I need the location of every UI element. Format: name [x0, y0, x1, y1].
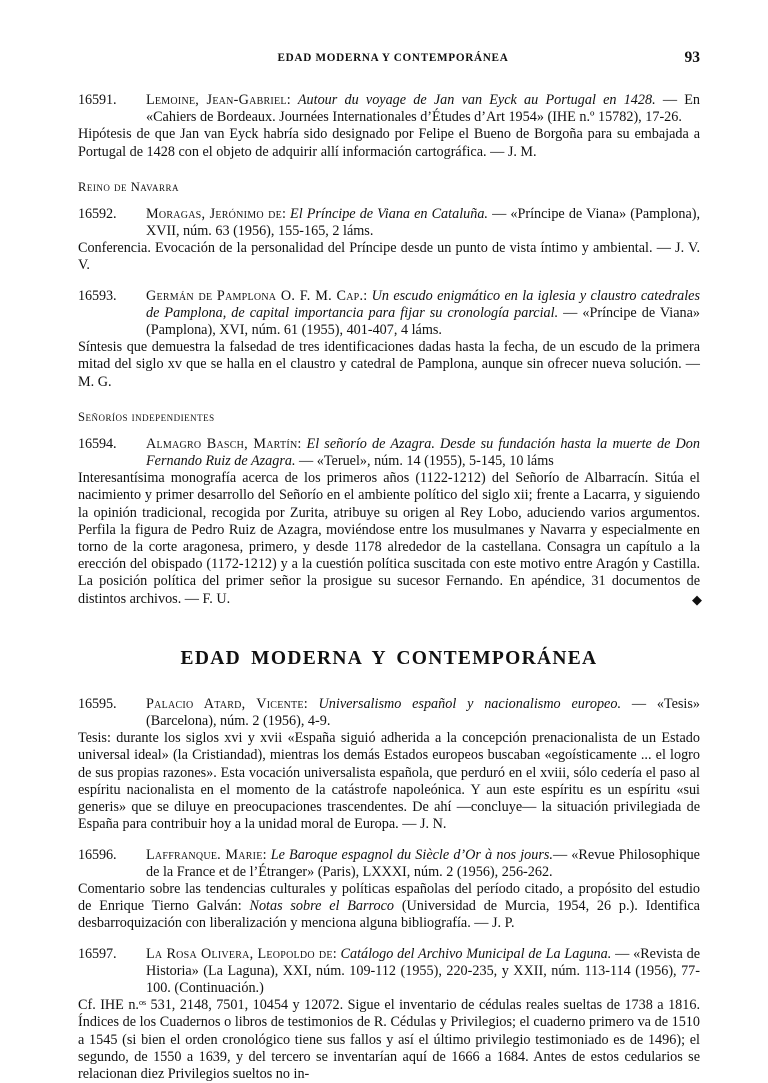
- entry-header: 16595. Palacio Atard, Vicente: Universalismo español y nacionalismo europeo. — «Tesis» (Barcelona), núm. 2 (1956), 4-9.: [78, 695, 700, 730]
- entry-author: Lemoine, Jean-Gabriel: [146, 92, 287, 108]
- entry-header: 16596. Laffranque. Marie: Le Baroque espagnol du Siècle d’Or à nos jours.— «Revue Philosophique de la France et de l’Étranger» (Paris), LXXXI, núm. 2 (1956), 256-262.: [78, 846, 700, 880]
- entry-header: 16594. Almagro Basch, Martín: El señorío de Azagra. Desde su fundación hasta la muerte de Don Fernando Ruiz de Azagra. — «Teruel», núm. 14 (1955), 5-145, 10 láms: [78, 435, 700, 470]
- bibliography-entry-16594: [78, 436, 700, 608]
- entry-number: 16593.: [78, 287, 117, 304]
- entry-source: — «Príncipe de Viana» (Pamplona), XVII, núm. 63 (1956), 155-165, 2 láms.: [146, 205, 701, 240]
- entry-source: — «Teruel», núm. 14 (1955), 5-145, 10 láms: [299, 453, 554, 470]
- entry-header: 16597. La Rosa Olivera, Leopoldo de: Catálogo del Archivo Municipal de La Laguna. — «Revista de Historia» (La Laguna), XXI, núm. 109-112 (1955), 220-235, y XXII, núm. 113-114 (1956), 77-100. (Continuación.): [78, 945, 700, 996]
- subsection-heading-senorios: Señoríos independientes: [78, 409, 215, 424]
- bibliography-entry-16591: [78, 92, 700, 161]
- entry-title: Catálogo del Archivo Municipal de La Laguna.: [340, 945, 612, 962]
- entry-annotation-cited-title: Notas sobre el Barroco: [249, 898, 395, 915]
- entry-number: 16591.: [78, 92, 117, 108]
- entry-annotation: [78, 881, 700, 933]
- entry-title: El Príncipe de Viana en Cataluña.: [290, 205, 488, 222]
- entry-author: Almagro Basch, Martín: [146, 435, 298, 452]
- section-title: EDAD MODERNA Y CONTEMPORÁNEA: [180, 647, 598, 669]
- entry-number: 16592.: [78, 205, 117, 222]
- entry-title: Autour du voyage de Jan van Eyck au Portugal en 1428.: [297, 92, 656, 108]
- subsection-heading-navarra: Reino de Navarra: [78, 179, 179, 194]
- entry-source: — «Revue Philosophique de la France et de l’Étranger» (Paris), LXXXI, núm. 2 (1956), 256-262.: [146, 846, 700, 880]
- running-head-title: EDAD MODERNA Y CONTEMPORÁNEA: [277, 52, 509, 64]
- bibliography-entry-16593: [78, 288, 700, 391]
- entry-source: — «Tesis» (Barcelona), núm. 2 (1956), 4-9.: [146, 695, 700, 730]
- entry-annotation: Síntesis que demuestra la falsedad de tres identificaciones dadas hasta la fecha, de un escudo de la primera mitad del siglo xv que se halla en el claustro y catedral de Pamplona, aunque sin ofrecer nueva solución. — M. G.: [78, 339, 700, 390]
- bibliography-entry-16597: [78, 946, 700, 1083]
- entry-author: Moragas, Jerónimo de: [146, 205, 282, 222]
- running-head: [78, 49, 700, 74]
- entry-header: 16592. Moragas, Jerónimo de: El Príncipe de Viana en Cataluña. — «Príncipe de Viana» (Pamplona), XVII, núm. 63 (1956), 155-165, 2 láms.: [78, 205, 701, 240]
- entry-title: El señorío de Azagra. Desde su fundación hasta la muerte de Don Fernando Ruiz de Azagra.: [146, 435, 700, 470]
- entry-author: Laffranque. Marie: [146, 846, 263, 863]
- entry-annotation: Conferencia. Evocación de la personalidad del Príncipe desde un punto de vista íntimo y ambiental. — J. V. V.: [78, 240, 700, 274]
- entry-number: 16594.: [78, 435, 117, 452]
- entry-annotation: Cf. IHE n.ᵒˢ 531, 2148, 7501, 10454 y 12072. Sigue el inventario de cédulas reales sueltas de 1738 a 1816. Índices de los Cuadernos o libros de testimonios de R. Cédulas y Privilegios; el cuaderno primero va de 1510 a 1545 (si bien el orden cronológico tiene sus fallos y así el último privilegio testimoniado es de 1496); el segundo, de 1550 a 1639, y del tercero se inventarían aquí de 1666 a 1684. Antes de estos cedularios se relacionan diez Privilegios sueltos no in-: [78, 997, 700, 1082]
- entry-author: Palacio Atard, Vicente: [146, 695, 304, 712]
- bibliography-entry-16596: [78, 847, 700, 933]
- page-content: [78, 49, 702, 1083]
- entry-header: 16593. Germán de Pamplona O. F. M. Cap.: Un escudo enigmático en la iglesia y claustro catedrales de Pamplona, de capital importancia para fijar su cronología parcial. — «Príncipe de Viana» (Pamplona), XVI, núm. 61 (1955), 401-407, 4 láms.: [78, 287, 701, 339]
- entry-number: 16595.: [78, 695, 117, 712]
- entry-title: Universalismo español y nacionalismo europeo.: [318, 695, 621, 712]
- entry-number: 16597.: [78, 945, 117, 962]
- entry-annotation-part-1: Comentario sobre las tendencias culturales y políticas españolas del período citado, a propósito del estudio de Enrique Tierno Galván:: [78, 880, 700, 915]
- entry-annotation: Tesis: durante los siglos xvi y xvii «España siguió adherida a la concepción prenacionalista de un Estado universal ideal» (la Cristiandad), mientras los demás Estados europeos buscaban «egoísticamente ... el logro de sus propias razones». Esta vocación universalista española, que perduró en el xviii, sólo cedería el paso al espíritu nacionalista en el momento de la catástrofe napoleónica. Y aun este espíritu es un espíritu «sui generis» que se diluye en preocupaciones trascendentes. De ahí —concluye— la situación privilegiada de España para contribuir hoy a la unidad moral de Europa. — J. N.: [78, 730, 700, 833]
- entry-author: Germán de Pamplona O. F. M. Cap.: [146, 287, 364, 304]
- entry-annotation-text: Interesantísima monografía acerca de los primeros años (1122-1212) del Señorío de Albarracín. Sitúa el nacimiento y primer desarrollo del Señorío en el ambiente político del siglo xii; frente a Lacarra, y siguiendo la opinión tradicional, recogida por Zurita, atribuye su origen al Rey Lobo, aduciendo varios argumentos. Perfila la figura de Pedro Ruiz de Azagra, moviéndose entre los musulmanes y Navarra y especialmente en torno de la corte aragonesa, primero, y desde 1178 alrededor de la castellana. Consagra un capítulo a la erección del obispado (1172-1212) y a la cuestión política suscitada con este motivo entre Aragón y Castilla. La posición política del primer señor la prosigue su sucesor Fernando. En apéndice, 31 documentos de distintos archivos. — F. U.: [78, 470, 700, 607]
- entry-source: — En «Cahiers de Bordeaux. Journées Internationales d’Études d’Art 1954» (IHE n.º 15782), 17-26.: [146, 92, 701, 126]
- page-number: 93: [684, 49, 700, 66]
- entry-source: — «Revista de Historia» (La Laguna), XXI, núm. 109-112 (1955), 220-235, y XXII, núm. 113-114 (1956), 77-100. (Continuación.): [146, 945, 700, 996]
- entry-number: 16596.: [78, 846, 117, 863]
- entry-annotation-part-2: (Universidad de Murcia, 1954, 26 p.). Identifica desbarroquización con liberalización y menciona alguna bibliografía. — J. P.: [78, 898, 700, 932]
- entry-title: Le Baroque espagnol du Siècle d’Or à nos jours.: [270, 846, 553, 863]
- entry-annotation: Hipótesis de que Jan van Eyck habría sido designado por Felipe el Bueno de Borgoña para su embajada a Portugal de 1428 con el objeto de adquirir allí información cartográfica. — J. M.: [78, 126, 700, 160]
- entry-header: 16591. Lemoine, Jean-Gabriel: Autour du voyage de Jan van Eyck au Portugal en 1428. — En «Cahiers de Bordeaux. Journées Internationales d’Études d’Art 1954» (IHE n.º 15782), 17-26.: [78, 92, 701, 126]
- entry-author: La Rosa Olivera, Leopoldo de: [146, 945, 333, 962]
- entry-title: Un escudo enigmático en la iglesia y claustro catedrales de Pamplona, de capital importancia para fijar su cronología parcial.: [146, 287, 700, 321]
- bibliography-entry-16592: [78, 206, 700, 275]
- bibliography-entry-16595: [78, 696, 700, 834]
- entry-annotation: [78, 470, 700, 608]
- end-of-entry-diamond-icon: ◆: [692, 591, 702, 607]
- entry-source: — «Príncipe de Viana» (Pamplona), XVI, núm. 61 (1955), 401-407, 4 láms.: [146, 304, 701, 339]
